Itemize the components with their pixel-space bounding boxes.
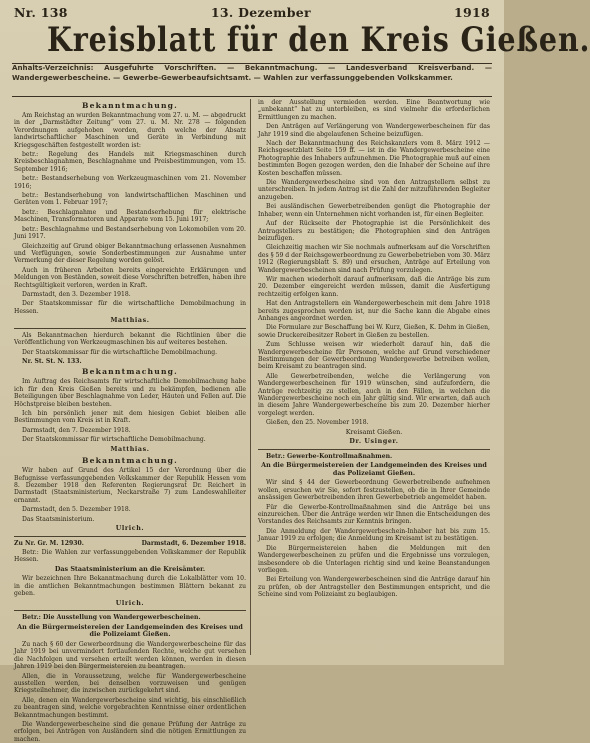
paragraph: Darmstadt, den 5. Dezember 1918. <box>22 506 131 514</box>
paragraph: Zum Schlusse weisen wir wiederholt darauf hin, daß die Wandergewerbescheine für Personen, welche auf Grund verschiedener Bestimmungen der Gewerbeordnung Wandergewerbe betreiben wollen, beim Kreisamt zu beantragen sind. <box>258 341 490 371</box>
signature: Ulrich. <box>115 599 145 607</box>
contents-line: Anhalts-Verzeichnis: Ausgefuhrte Vorschriften. — Bekanntmachung. — Landesverband Kreisverband. — Wandergewerbescheine. — Gewerbe-Gewerbeaufsichtsamt. — Wahlen zur verfassunggebenden Volkskammer. <box>12 63 492 82</box>
paragraph: Wir machen wiederholt darauf aufmerksam, daß die Anträge bis zum 20. Dezember eingereicht werden müssen, damit die Ausfertigung rechtzeitig erfolgen kann. <box>258 275 490 298</box>
paragraph: Wir haben auf Grund des Artikel 15 der Verordnung über die Befugnisse verfassunggebenden Volkskammer der Republik Hessen vom 8. Dezember 1918 den Referenten Regierungsrat Dr. Reichert in Darmstadt (Staatsministerium, Neckarstraße 7) zum Landeswahlleiter ernannt. <box>14 467 246 504</box>
paragraph: Bei Erteilung von Wandergewerbescheinen sind die Anträge darauf hin zu prüfen, ob der Antragsteller den Bestimmungen entspricht, und die Scheine sind vom Polizeiamt zu beglaubigen. <box>258 576 490 599</box>
paragraph: Der Staatskommissar für die wirtschaftliche Demobilmachung. <box>22 348 218 356</box>
paragraph: Nach der Bekanntmachung des Reichskanzlers vom 8. März 1912 — Reichsgesetzblatt Seite 159 ff. — ist in die Wandergewerbescheine eine Photographie des Inhabers aufzunehmen. Die Photographie muß auf einen bestimmten Bogen gezogen werden, den die Inhaber der Scheine auf ihre Kosten beschaffen müssen. <box>258 140 490 177</box>
separator <box>258 449 490 450</box>
paragraph: Gießen, den 25. November 1918. <box>266 419 369 427</box>
issue-year: 1918 <box>453 4 490 20</box>
right-column <box>258 99 490 659</box>
paragraph: Betr.: Die Wahlen zur verfassunggebenden Volkskammer der Republik Hessen. <box>14 549 246 564</box>
paragraph: Die Wandergewerbescheine sind von den Antragstellern selbst zu unterschreiben. In jedem Antrag ist die Zahl der mitzuführenden Begleiter anzugeben. <box>258 179 490 201</box>
paragraph: Darmstadt, den 7. Dezember 1918. <box>22 426 131 434</box>
paragraph: Den Anträgen auf Verlängerung von Wandergewerbescheinen für das Jahr 1919 sind die abgelaufenen Scheine beizufügen. <box>258 123 490 138</box>
reference-date: Darmstadt, 6. Dezember 1918. <box>141 539 246 547</box>
paragraph: Der Staatskommissar für wirtschaftliche Demobilmachung. <box>22 436 206 444</box>
reference: Nr. St. St. N. 133. <box>22 357 82 365</box>
paragraph: betr.: Bestandserhebung von Werkzeugmaschinen vom 21. November 1916; <box>14 175 246 190</box>
authority-line: Kreisamt Gießen. <box>345 427 403 436</box>
paragraph: betr.: Bestandserhebung von landwirtschaftlichen Maschinen und Geräten vom 1. Februar 1917; <box>14 192 246 207</box>
paragraph: Die Bürgermeistereien haben die Meldungen mit den Wandergewerbescheinen zu prüfen und die Ergebnisse uns vorzulegen, insbesondere ob die Unterlagen richtig sind und keine Beanstandungen vorliegen. <box>258 544 490 574</box>
paragraph: Ich bin persönlich jener mit dem hiesigen Gebiet bleiben alle Bestimmungen vom Kreis ist in Kraft. <box>14 410 246 425</box>
heading: Bekanntmachung. <box>81 367 179 377</box>
paragraph: Auf der Rückseite der Photographie ist die Persönlichkeit des Antragstellers zu bestätigen; die Photographien sind den Anträgen beizufügen. <box>258 220 490 242</box>
paragraph: Hat den Antragstellern ein Wandergewerbeschein mit dem Jahre 1918 bereits zugesprochen worden ist, nur die Sache kann die Abgabe eines Anhanges angeordnet werden. <box>258 300 490 322</box>
paragraph: Betr.: Gewerbe-Kontrollmaßnahmen. <box>266 452 393 460</box>
paragraph: Wir bezeichnen Ihre Bekanntmachung durch die Lokalblätter vom 10. in die amtlichen Bekanntmachungen bestimmen Blättern bekannt zu geben. <box>14 575 246 598</box>
address-line: An die Bürgermeistereien der Landgemeinden des Kreises und das Polizeiamt Gießen. <box>261 461 487 477</box>
paragraph: betr.: Beschlagnahme und Bestandserhebung von Lokomobilen vom 20. Juni 1917. <box>14 225 246 241</box>
address-line: An die Bürgermeistereien der Landgemeinden des Kreises und die Polizeiamt Gießen. <box>17 622 243 639</box>
signature: Matthias. <box>110 317 150 325</box>
contents-rule <box>12 96 492 97</box>
paragraph: Die Anmeldung der Wandergewerbeschein-Inhaber hat bis zum 15. Januar 1919 zu erfolgen; die Anmeldung im Kreisamt ist zu bestätigen. <box>258 527 490 543</box>
paragraph: Allen, die in Voraussetzung, welche für Wandergewerbescheine ausstellen werden, bei denselben vorzuweisen und genügen Kriegsteilnehmer, die inzwischen zurückgekehrt sind. <box>14 672 246 695</box>
paragraph: Das Staatsministerium. <box>22 515 95 523</box>
paragraph: Als Bekanntmachen hierdurch bekannt die Richtlinien über die Veröffentlichung von Werkzeugmaschinen bis auf weiteres bestehen. <box>14 331 246 347</box>
issue-date: 13. Dezember <box>210 4 311 20</box>
paragraph: betr.: Beschlagnahme und Bestandserhebung für elektrische Maschinen, Transformatoren und Apparate vom 15. Juni 1917; <box>14 208 246 224</box>
paragraph: Wir sind § 44 der Gewerbeordnung Gewerbetreibende aufnehmen wollen, ersuchen wir Sie, sofort festzustellen, ob die in Ihrer Gemeinde ansässigen Gewerbetreibenden ihren Gewerbebetrieb angemeldet haben. <box>258 479 490 502</box>
paragraph: Alle, denen ein Wandergewerbescheine sind wichtig, bis einschließlich zu beantragen sind, welche vorgebrachten Kenntnisse einer ordentlichen Bekanntmachungen bestimmt. <box>14 696 246 719</box>
columns <box>14 99 490 743</box>
paragraph: Darmstadt, den 3. Dezember 1918. <box>22 290 131 298</box>
paragraph: betr.: Regelung des Handels mit Kriegsmaschinen durch Kreisbeschlagnahmen, Beschlagnahme und Preisbestimmungen, vom 15. September 1916; <box>14 151 246 173</box>
heading: Bekanntmachung. <box>81 101 179 110</box>
paragraph: Die Formulare zur Beschaffung bei W. Kurz, Gießen, K. Dehm in Gießen, sowie Druckereibesitzer Robert in Gießen zu bestellen. <box>258 324 490 339</box>
paragraph: Zu nach § 60 der Gewerbeordnung die Wandergewerbescheine für das Jahr 1919 bei unvermindert fortlaufenden Rechte, welche gut versehen die Nachfolgen und versehen erteilt werden können, werden in diesen Jahren 1919 bei den Bürgermeistereien zu beantragen. <box>14 640 246 671</box>
issue-number: Nr. 138 <box>14 4 68 20</box>
reference: Zu Nr. Gr. M. 12930. <box>14 539 84 547</box>
signature: Dr. Usinger. <box>349 438 399 446</box>
paragraph: Gleichzeitig machen wir Sie nochmals aufmerksam auf die Vorschriften des § 59 d der Reichsgewerbeordnung zu Gewerbebetrieben vom 30. März 1912 (Regierungsblatt S. 89) und ersuchen, Anträge auf Erteilung von Wandergewerbescheinen sind nach Prüfung vorzulegen. <box>258 244 490 274</box>
left-column <box>14 99 246 743</box>
separator <box>14 610 246 611</box>
paragraph: Gleichzeitig auf Grund obiger Bekanntmachung erlassenen Ausnahmen und Verfügungen, sowie Sonderbestimmungen zur Ausnahme unter Vermerkung der dieser Regelung worden gelöst. <box>14 242 246 265</box>
reference-line <box>14 540 246 549</box>
signature: Matthias. <box>110 445 150 453</box>
paragraph: Auch in früheren Arbeiten bereits eingereichte Erklärungen und Meldungen von Beständen, soweit diese Vorschriften betreffen, haben ihre Rechtsgültigkeit verloren, werden in Kraft. <box>14 266 246 289</box>
paragraph: Alle Gewerbetreibenden, welche die Verlängerung von Wandergewerbescheinen für 1919 wünschen, sind aufzufordern, die Anträge rechtzeitig zu stellen, auch in den Fällen, in welchen die Wandergewerbescheine noch ein Jahr gültig sind. Wir erwarten, daß auch in diesem Jahre Wandergewerbescheine bis zum 20. Dezember hierher vorgelegt werden. <box>258 372 490 417</box>
paragraph: Der Staatskommissar für die wirtschaftliche Demobilmachung in Hessen. <box>14 300 246 315</box>
signature: Ulrich. <box>115 525 145 533</box>
paragraph: Für die Gewerbe-Kontrollmaßnahmen sind die Anträge bei uns einzureichen. Über die Anträge werden wir Ihnen die Entscheidungen des Vorstandes des Reichsamts zur Kenntnis bringen. <box>258 503 490 526</box>
paragraph: in der Ausstellung vermieden werden. Eine Beantwortung wie „unbekannt“ hat zu unterbleiben, es sind vielmehr die erforderlichen Ermittlungen zu machen. <box>258 99 490 121</box>
address-line: Das Staatsministerium an die Kreisämter. <box>54 564 206 573</box>
paragraph: Im Auftrag des Reichsamts für wirtschaftliche Demobilmachung habe ich für den Kreis Gießen bereits und zu bekämpfen, bedienen alle Beteiligungen über Beschlagnahme von Leder, Häuten und Fellen auf. Die Höchstpreise bleiben bestehen. <box>14 378 246 408</box>
heading: Bekanntmachung. <box>81 456 179 466</box>
masthead-title: Kreisblatt für den Kreis Gießen. <box>47 20 590 60</box>
separator <box>14 328 246 329</box>
paragraph: Bei ausländischen Gewerbetreibenden genügt die Photographie der Inhaber, wenn ein Unternehmen nicht vorhanden ist, für einen Begleiter. <box>258 203 490 218</box>
paragraph: Betr.: Die Ausstellung von Wandergewerbescheinen. <box>22 614 201 622</box>
separator <box>14 536 246 537</box>
paragraph: Am Reichstag an wurden Bekanntmachung vom 27. u. M. — abgedruckt in der „Darmstädter Zeitung“ vom 27. u. M. Nr. 278 — folgenden Verordnungen aufgehoben worden, durch welche der Absatz landwirtschaftlicher Maschinen und Geräte in Verbindung mit Kriegsgeschäften festgestellt worden ist: <box>14 112 246 149</box>
paragraph: Die Wandergewerbescheine sind die genaue Prüfung der Anträge zu erfolgen, bei Anträgen von Ausländern sind die nötigen Ermittlungen zu machen. <box>14 720 246 743</box>
